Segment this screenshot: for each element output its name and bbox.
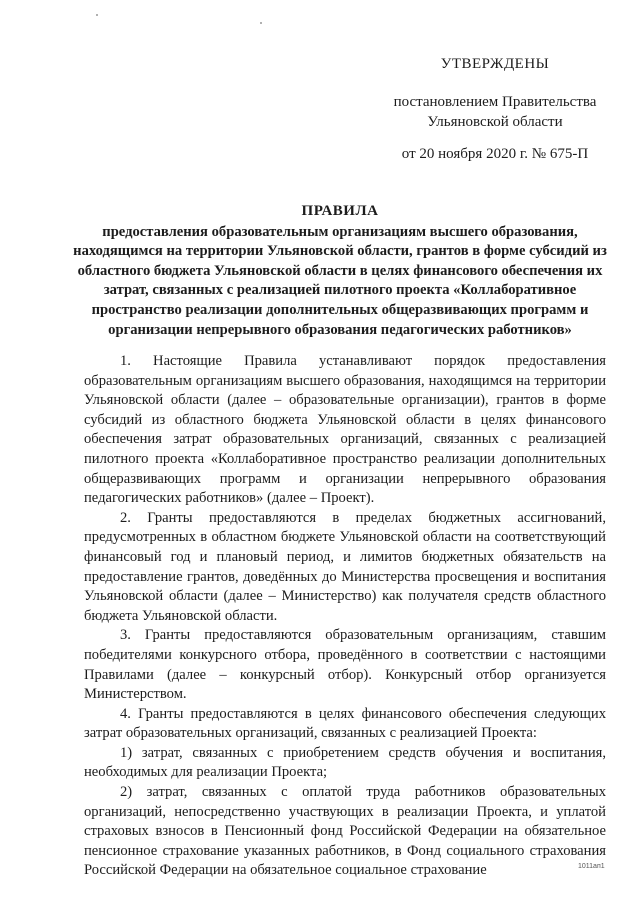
approval-line-2: Ульяновской области xyxy=(427,114,563,130)
approval-block xyxy=(370,54,620,164)
approval-heading: УТВЕРЖДЕНЫ xyxy=(440,56,550,72)
approval-date: от 20 ноября 2020 г. № 675-П xyxy=(401,146,589,162)
paragraph-4-item-2: 2) затрат, связанных с оплатой труда работников образовательных организаций, непосредственно участвующих в реализации Проекта, и уплатой страховых взносов в Пенсионный фонд Российской Федерации на обязательное пенсионное страхование указанных работников, в Фонд социального страхования Российской Федерации на обязательное социальное страхование xyxy=(84,784,606,879)
document-subtitle: предоставления образовательным организациям высшего образования, находящимся на территории Ульяновской области, грантов в форме субсидий из областного бюджета Ульяновской области в целях финансового обеспечения их затрат, связанных с реализацией пилотного проекта «Коллаборативное пространство реализации дополнительных общеразвивающих программ и организации непрерывного образования педагогических работников» xyxy=(73,223,607,338)
scan-speck xyxy=(260,22,262,24)
approval-line-1: постановлением Правительства xyxy=(393,94,597,110)
document-title: ПРАВИЛА xyxy=(301,203,379,219)
paragraph-2: 2. Гранты предоставляются в пределах бюджетных ассигнований, предусмотренных в областном бюджете Ульяновской области на соответствующий финансовый год и плановый период, и лимитов бюджетных обязательств на предоставление грантов, доведённых до Министерства просвещения и воспитания Ульяновской области (далее – Министерство) как получателя средств областного бюджета Ульяновской области. xyxy=(84,509,606,624)
document-body xyxy=(84,352,606,900)
paragraph-4: 4. Гранты предоставляются в целях финансового обеспечения следующих затрат образовательных организаций, связанных с реализацией Проекта: xyxy=(84,705,606,742)
footer-code: 1011ап1 xyxy=(578,863,605,870)
scan-speck xyxy=(96,14,98,16)
paragraph-4-item-1: 1) затрат, связанных с приобретением средств обучения и воспитания, необходимых для реализации Проекта; xyxy=(84,744,606,781)
document-title-block xyxy=(70,202,610,340)
paragraph-1: 1. Настоящие Правила устанавливают порядок предоставления образовательным организациям высшего образования, находящимся на территории Ульяновской области (далее – образовательные организации), грантов в форме субсидий из областного бюджета Ульяновской области в целях финансового обеспечения затрат образовательных организаций, связанных с реализацией пилотного проекта «Коллаборативное пространство реализации дополнительных общеразвивающих программ и организации непрерывного образования педагогических работников» (далее – Проект). xyxy=(84,353,606,507)
paragraph-3: 3. Гранты предоставляются образовательным организациям, ставшим победителями конкурсного отбора, проведённого в соответствии с настоящими Правилами (далее – конкурсный отбор). Конкурсный отбор организуется Министерством. xyxy=(84,627,606,703)
